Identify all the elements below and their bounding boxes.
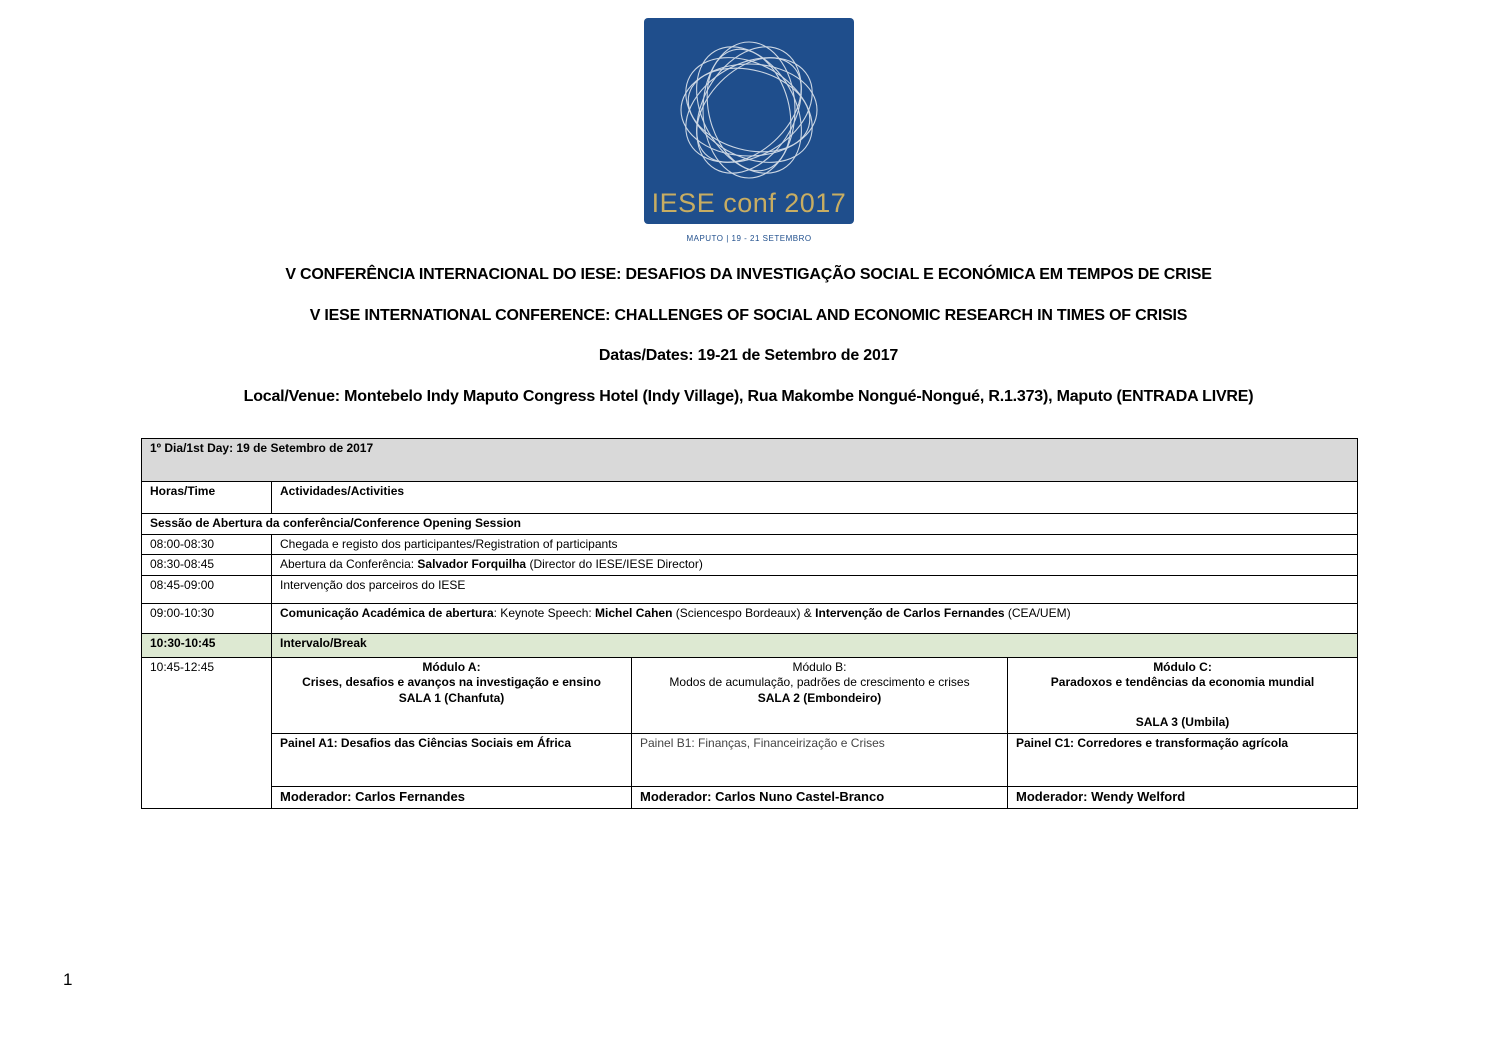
- row-activity-pre: Abertura da Conferência:: [280, 557, 418, 572]
- venue: Local/Venue: Montebelo Indy Maputo Congress Hotel (Indy Village), Rua Makombe Nongué-Nongué, R.1.373), Maputo (ENTRADA LIVRE): [243, 388, 1254, 405]
- logo-title: IESE conf 2017: [651, 188, 847, 218]
- row-activity: Intervalo/Break: [272, 633, 1358, 657]
- logo-date: MAPUTO | 19 - 21 SETEMBRO: [686, 234, 812, 243]
- activity-header: Actividades/Activities: [272, 482, 1358, 514]
- module-label: Módulo A:: [422, 659, 481, 674]
- keynote-speech-label: : Keynote Speech:: [493, 605, 596, 620]
- header-row: [142, 482, 1358, 514]
- module-c: [1008, 657, 1358, 733]
- row-activity: Chegada e registo dos participantes/Registration of participants: [272, 534, 1358, 555]
- row-activity-post: (Director do IESE/IESE Director): [526, 557, 703, 572]
- table-row: [142, 555, 1358, 576]
- page-number: 1: [63, 970, 73, 989]
- row-time: 08:00-08:30: [142, 534, 272, 555]
- dates: Datas/Dates: 19-21 de Setembro de 2017: [598, 347, 899, 364]
- keynote-affiliation: (Sciencespo Bordeaux) &: [672, 605, 816, 620]
- module-room: SALA 3 (Umbila): [1135, 715, 1230, 730]
- title-en: V IESE INTERNATIONAL CONFERENCE: CHALLENGES OF SOCIAL AND ECONOMIC RESEARCH IN TIMES OF CRISIS: [309, 307, 1188, 324]
- intervention-affiliation: (CEA/UEM): [1004, 605, 1071, 620]
- table-row: [142, 603, 1358, 633]
- keynote-label: Comunicação Académica de abertura: [280, 605, 494, 620]
- modules-time: 10:45-12:45: [142, 657, 272, 808]
- module-label: Módulo C:: [1153, 659, 1212, 674]
- row-time: 08:30-08:45: [142, 555, 272, 576]
- module-label: Módulo B:: [792, 659, 847, 674]
- day-heading: 1º Dia/1st Day: 19 de Setembro de 2017: [142, 439, 1358, 482]
- module-title: Modos de acumulação, padrões de crescimento e crises: [669, 675, 970, 690]
- modules-row: [142, 657, 1358, 733]
- panels-row: [142, 733, 1358, 786]
- moderator-b: Moderador: Carlos Nuno Castel-Branco: [632, 786, 1008, 808]
- module-room: SALA 2 (Embondeiro): [757, 690, 882, 705]
- day-row: [142, 439, 1358, 482]
- moderators-row: [142, 786, 1358, 808]
- moderator-c: Moderador: Wendy Welford: [1008, 786, 1358, 808]
- session-row: [142, 514, 1358, 535]
- break-row: [142, 633, 1358, 657]
- table-row: [142, 575, 1358, 603]
- table-row: [142, 534, 1358, 555]
- intervention-label: Intervenção de Carlos Fernandes: [815, 605, 1005, 620]
- panel-c1: Painel C1: Corredores e transformação agrícola: [1008, 733, 1358, 786]
- programme-table: [141, 438, 1358, 809]
- opening-session: Sessão de Abertura da conferência/Conference Opening Session: [142, 514, 1358, 535]
- panel-b1: Painel B1: Finanças, Financeirização e Crises: [632, 733, 1008, 786]
- conference-logo: [644, 18, 854, 234]
- module-a: [272, 657, 632, 733]
- moderator-a: Moderador: Carlos Fernandes: [272, 786, 632, 808]
- keynote-speaker: Michel Cahen: [595, 605, 673, 620]
- row-activity: [272, 555, 1358, 576]
- row-time: 09:00-10:30: [142, 603, 272, 633]
- module-room: SALA 1 (Chanfuta): [398, 690, 505, 705]
- logo-subtitle: V Conferência Internacional do IESE: [671, 223, 827, 234]
- time-header: Horas/Time: [142, 482, 272, 514]
- speaker-name: Salvador Forquilha: [417, 557, 527, 572]
- row-time: 10:30-10:45: [142, 633, 272, 657]
- module-b: [632, 657, 1008, 733]
- keynote-activity: [272, 603, 1358, 633]
- title-pt: V CONFERÊNCIA INTERNACIONAL DO IESE: DESAFIOS DA INVESTIGAÇÃO SOCIAL E ECONÓMICA EM TEMPOS DE CRISE: [285, 266, 1212, 283]
- panel-a1: Painel A1: Desafios das Ciências Sociais em África: [272, 733, 632, 786]
- row-activity: Intervenção dos parceiros do IESE: [272, 575, 1358, 603]
- row-time: 08:45-09:00: [142, 575, 272, 603]
- module-title: Paradoxos e tendências da economia mundial: [1050, 675, 1315, 690]
- module-title: Crises, desafios e avanços na investigação e ensino: [302, 675, 601, 690]
